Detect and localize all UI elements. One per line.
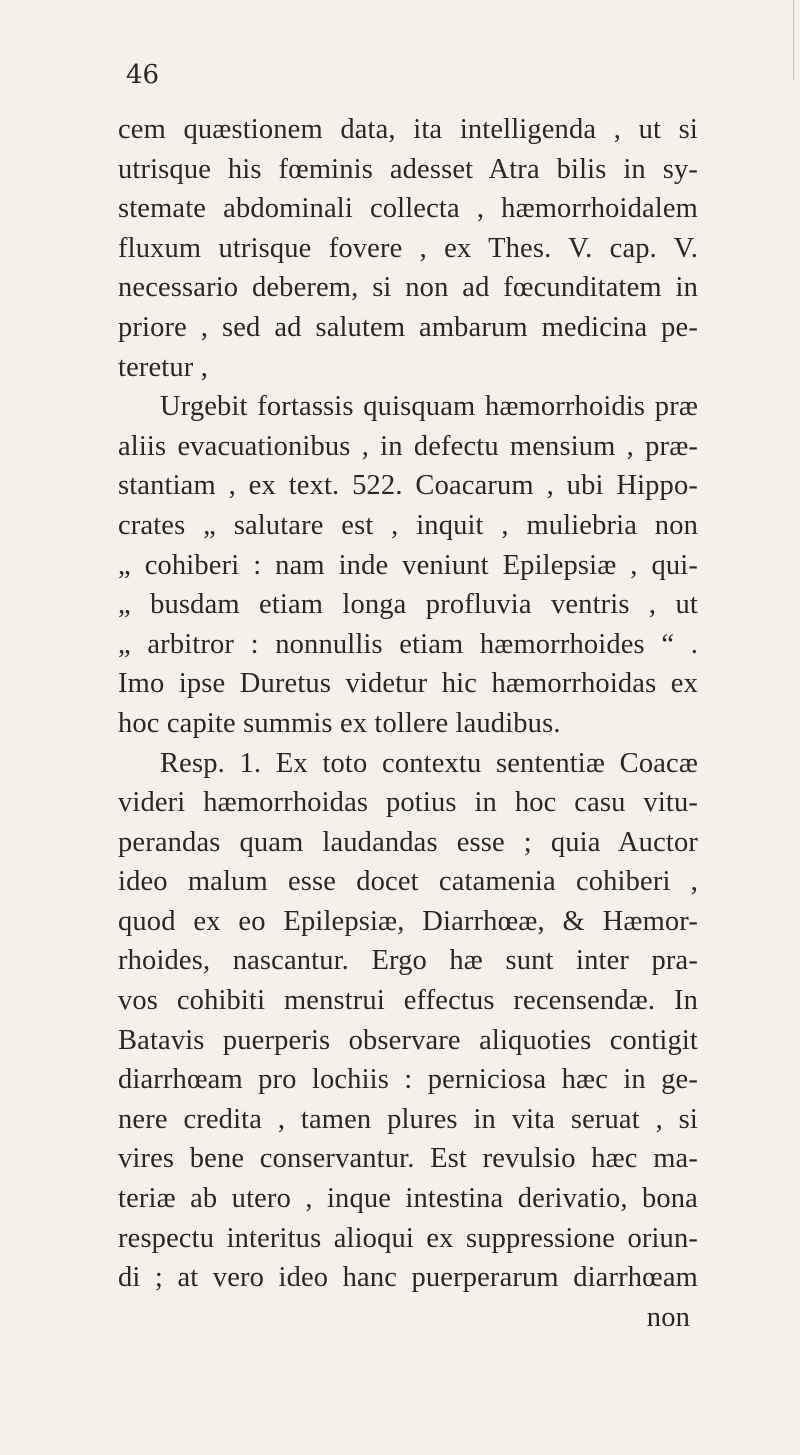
text-line: Imo ipse Duretus videtur hic hæmorrhoidas ex (118, 668, 698, 700)
text-line: vires bene conservantur. Est revulsio hæc ma- (118, 1143, 698, 1175)
text-line: necessario deberem, si non ad fœcunditatem in (118, 272, 698, 304)
text-line: aliis evacuationibus , in defectu mensium , præ- (118, 430, 698, 462)
page-number: 46 (126, 60, 160, 90)
text-line: cem quæstionem data, ita intelligenda , ut si (118, 114, 698, 145)
text-line: „ arbitror : nonnullis etiam hæmorrhoides “ . (118, 628, 698, 660)
text-line: „ cohiberi : nam inde veniunt Epilepsiæ , qui- (118, 549, 698, 581)
text-line: utrisque his fœminis adesset Atra bilis in sy- (118, 153, 698, 185)
text-line: teretur , (118, 351, 208, 383)
text-line: Resp. 1. Ex toto contextu sententiæ Coacæ (160, 747, 698, 779)
catchword: non (646, 1301, 690, 1333)
text-line: ideo malum esse docet catamenia cohiberi , (118, 866, 698, 898)
text-line: crates „ salutare est , inquit , muliebria non (118, 509, 698, 541)
text-line: stantiam , ex text. 522. Coacarum , ubi Hippo- (118, 470, 698, 502)
text-line: respectu interitus alioqui ex suppressione oriun- (118, 1222, 698, 1254)
body-text (118, 110, 698, 1337)
text-line: stemate abdominali collecta , hæmorrhoidalem (118, 193, 698, 225)
text-line: fluxum utrisque fovere , ex Thes. V. cap. V. (118, 232, 698, 264)
text-line: nere credita , tamen plures in vita seruat , si (118, 1103, 698, 1135)
text-line: diarrhœam pro lochiis : perniciosa hæc in ge- (118, 1064, 698, 1096)
text-line: di ; at vero ideo hanc puerperarum diarrhœam (118, 1262, 698, 1294)
page-edge (787, 0, 794, 80)
text-line: perandas quam laudandas esse ; quia Auctor (118, 826, 698, 858)
text-line: videri hæmorrhoidas potius in hoc casu vitu- (118, 787, 698, 819)
text-line: quod ex eo Epilepsiæ, Diarrhœæ, & Hæmor- (118, 905, 698, 937)
text-line: vos cohibiti menstrui effectus recensendæ. In (118, 985, 698, 1017)
text-line: „ busdam etiam longa profluvia ventris , ut (118, 589, 698, 621)
text-line: teriæ ab utero , inque intestina derivatio, bona (118, 1183, 698, 1215)
text-line: priore , sed ad salutem ambarum medicina pe- (118, 311, 698, 343)
text-line: Urgebit fortassis quisquam hæmorrhoidis præ (160, 391, 698, 423)
text-line: hoc capite summis ex tollere laudibus. (118, 707, 561, 739)
text-line: Batavis puerperis observare aliquoties contigit (118, 1024, 698, 1056)
text-line: rhoides, nascantur. Ergo hæ sunt inter pra- (118, 945, 698, 977)
